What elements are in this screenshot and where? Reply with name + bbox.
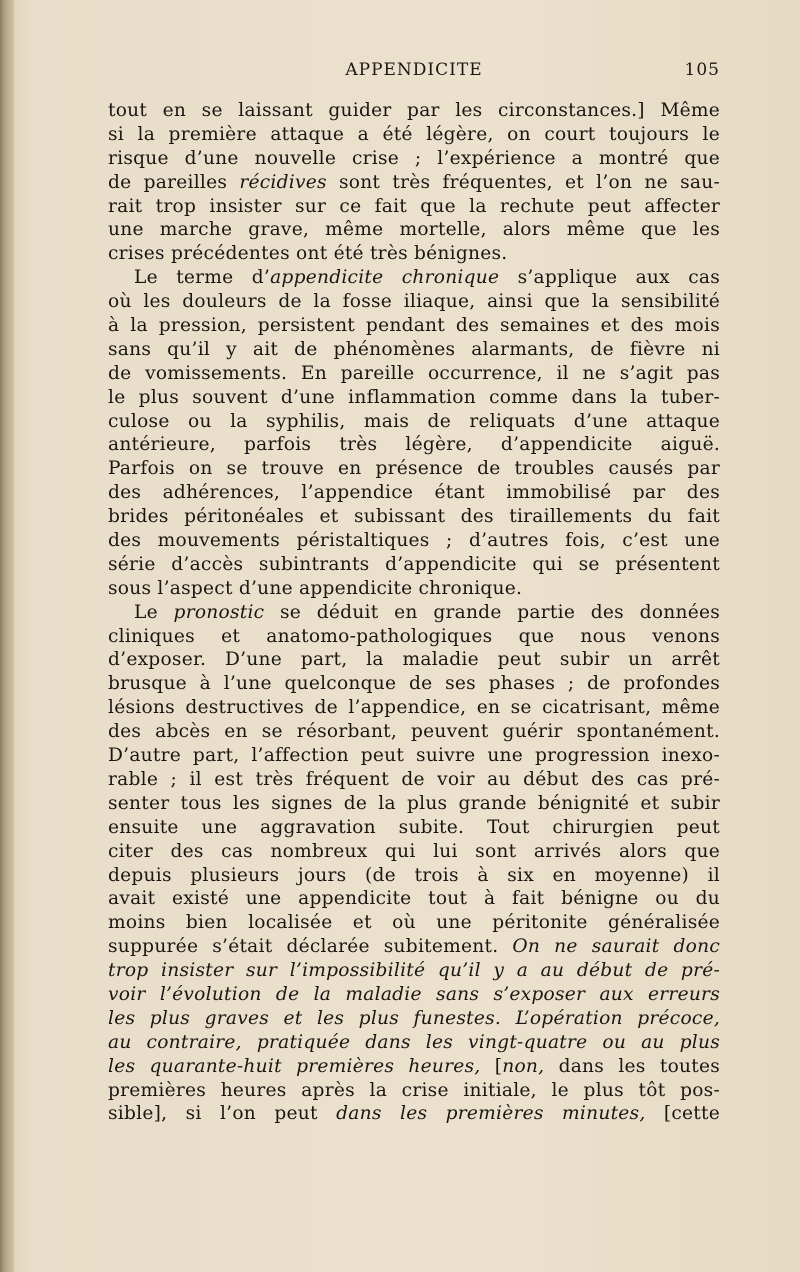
text-line: [108, 171, 720, 195]
running-title: APPENDICITE: [345, 60, 483, 80]
text-line: sans qu’il y ait de phénomènes alarmants, de fièvre ni: [108, 338, 720, 360]
text-line: d’exposer. D’une part, la maladie peut subir un arrêt: [108, 649, 720, 671]
page-binding-edge: [0, 0, 14, 1272]
text-line: rable ; il est très fréquent de voir au début des cas pré-: [108, 768, 720, 790]
text-line: à la pression, persistent pendant des semaines et des mois: [108, 315, 720, 337]
text-line: des abcès en se résorbant, peuvent guérir spontanément.: [108, 721, 720, 743]
text-line: rait trop insister sur ce fait que la rechute peut affecter: [108, 195, 720, 217]
italic-segment: récidives: [239, 171, 327, 193]
italic-segment: pronostic: [173, 601, 265, 623]
text-line: crises précédentes ont été très bénignes.: [108, 243, 508, 265]
text-line: moins bien localisée et où une péritonite généralisée: [108, 912, 720, 934]
text-segment: trop insister sur l’impossibilité qu’il y a au début de pré-: [108, 960, 720, 982]
text-segment: se déduit en grande partie des données: [264, 601, 720, 623]
italic-segment: appendicite chronique: [270, 267, 500, 289]
text-line: [108, 601, 720, 625]
text-line: premières heures après la crise initiale, le plus tôt pos-: [108, 1079, 720, 1101]
text-line: culose ou la syphilis, mais de reliquats d’une attaque: [108, 410, 720, 432]
text-line: tout en se laissant guider par les circonstances.] Même: [108, 100, 720, 121]
text-line: D’autre part, l’affection peut suivre une progression inexo-: [108, 745, 720, 767]
text-segment: suppurée s’était déclarée subitement.: [108, 936, 513, 958]
text-line: des adhérences, l’appendice étant immobilisé par des: [108, 482, 720, 504]
text-line: depuis plusieurs jours (de trois à six en moyenne) il: [108, 864, 720, 886]
text-segment: au contraire, pratiquée dans les vingt-quatre ou au plus: [108, 1031, 720, 1053]
text-line: [108, 983, 720, 1007]
text-line: de vomissements. En pareille occurrence, il ne s’agit pas: [108, 362, 720, 384]
italic-segment: les quarante-huit premières heures,: [108, 1055, 481, 1077]
text-line: [108, 1007, 720, 1031]
text-segment: dans les toutes: [544, 1055, 721, 1077]
text-line: senter tous les signes de la plus grande bénignité et subir: [108, 792, 720, 814]
page-header: [108, 60, 720, 84]
text-segment: sible], si l’on peut: [108, 1103, 337, 1125]
text-segment: voir l’évolution de la maladie sans s’exposer aux erreurs: [108, 983, 720, 1005]
text-line: antérieure, parfois très légère, d’appendicite aiguë.: [108, 434, 720, 456]
page-number: 105: [684, 60, 720, 80]
text-line: Parfois on se trouve en présence de troubles causés par: [108, 458, 720, 480]
body-text: [108, 99, 720, 1126]
text-line: où les douleurs de la fosse iliaque, ainsi que la sensibilité: [108, 291, 720, 313]
text-line: cliniques et anatomo-pathologiques que nous venons: [108, 625, 720, 647]
text-line: brides péritonéales et subissant des tiraillements du fait: [108, 506, 720, 528]
text-line: [108, 266, 720, 290]
text-line: si la première attaque a été légère, on court toujours le: [108, 123, 720, 145]
italic-segment: On ne saurait donc: [512, 936, 720, 958]
text-segment: [cette: [645, 1103, 721, 1125]
text-line: avait existé une appendicite tout à fait bénigne ou du: [108, 888, 720, 910]
text-line: risque d’une nouvelle crise ; l’expérience a montré que: [108, 147, 720, 169]
text-line: ensuite une aggravation subite. Tout chirurgien peut: [108, 816, 720, 838]
text-segment: les plus graves et les plus funestes. L’opération précoce,: [108, 1007, 720, 1029]
text-line: [108, 935, 720, 959]
italic-segment: non,: [502, 1055, 545, 1077]
text-line: [108, 1055, 720, 1079]
text-segment: [: [480, 1055, 503, 1077]
text-line: sous l’aspect d’une appendicite chronique.: [108, 577, 523, 599]
text-line: [108, 1102, 720, 1126]
text-line: le plus souvent d’une inflammation comme dans la tuber-: [108, 386, 720, 408]
text-line: lésions destructives de l’appendice, en se cicatrisant, même: [108, 697, 720, 719]
text-line: [108, 959, 720, 983]
text-line: citer des cas nombreux qui lui sont arrivés alors que: [108, 840, 720, 862]
text-segment: Le terme d’: [134, 267, 271, 289]
text-segment: sont très fréquentes, et l’on ne sau-: [326, 171, 720, 193]
text-line: [108, 1031, 720, 1055]
text-segment: Le: [134, 601, 174, 623]
text-line: des mouvements péristaltiques ; d’autres fois, c’est une: [108, 530, 720, 552]
text-line: brusque à l’une quelconque de ses phases ; de profondes: [108, 673, 720, 695]
text-line: une marche grave, même mortelle, alors même que les: [108, 219, 720, 241]
text-segment: de pareilles: [108, 171, 240, 193]
italic-segment: dans les premières minutes,: [336, 1103, 646, 1125]
text-line: série d’accès subintrants d’appendicite qui se présentent: [108, 553, 720, 575]
text-segment: s’applique aux cas: [499, 267, 720, 289]
